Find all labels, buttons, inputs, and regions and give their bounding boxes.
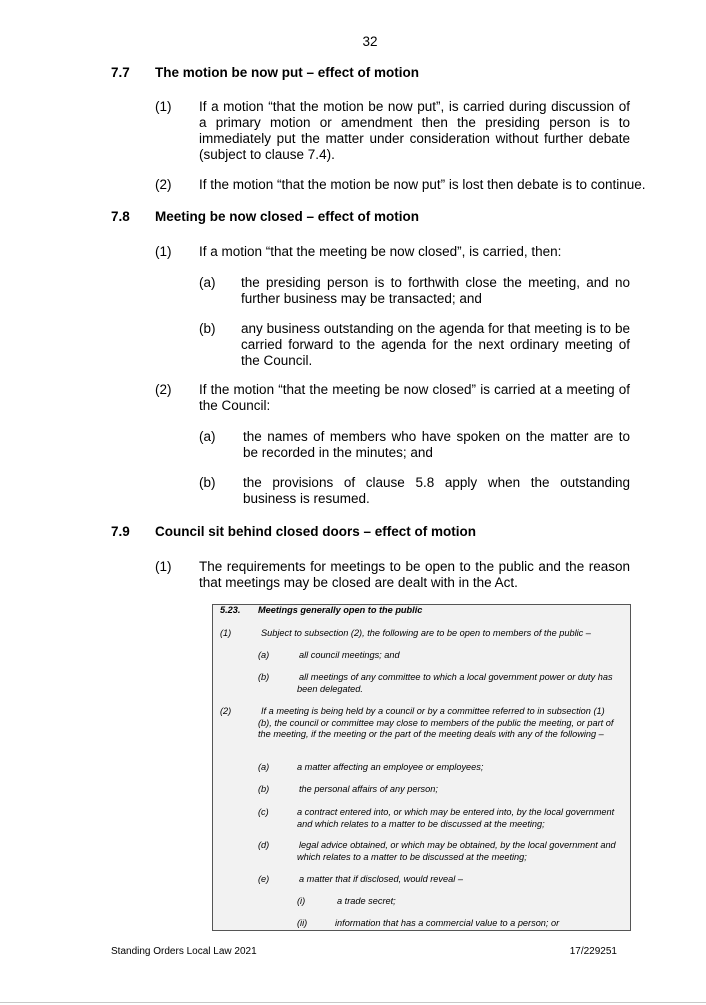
act-item-letter: (a) <box>258 650 270 660</box>
act-item-letter: (a) <box>258 762 270 772</box>
act-subitem-text: information that has a commercial value to a person; or <box>335 918 560 928</box>
section-number: 7.7 <box>111 65 130 80</box>
subparagraph-text: the provisions of clause 5.8 apply when the outstanding business is resumed. <box>243 475 630 506</box>
footer-reference-number: 17/229251 <box>569 946 617 957</box>
act-subitem-text: a trade secret; <box>337 896 396 906</box>
section-heading: Meeting be now closed – effect of motion <box>155 209 420 224</box>
act-item-letter: (e) <box>258 874 270 884</box>
subparagraph-text: the presiding person is to forthwith close the meeting, and no further business may be transacted; and <box>241 275 630 306</box>
subparagraph-letter: (a) <box>199 429 216 444</box>
section-number: 7.8 <box>111 209 130 224</box>
act-item-letter: (b) <box>258 672 270 682</box>
act-item-letter: (b) <box>258 784 270 794</box>
section-heading: The motion be now put – effect of motion <box>155 65 419 80</box>
paragraph-number: (2) <box>155 177 172 192</box>
act-section-number: 5.23. <box>220 605 241 615</box>
paragraph-text: If a motion “that the meeting be now closed”, is carried, then: <box>199 244 562 259</box>
section-number: 7.9 <box>111 524 130 539</box>
act-item-text: a contract entered into, or which may be entered into, by the local government and which relates to a matter to be discussed at the meeting; <box>297 807 615 829</box>
act-item-text: all council meetings; and <box>299 650 400 660</box>
act-item-letter: (d) <box>258 840 270 850</box>
paragraph-text: If the motion “that the meeting be now closed” is carried at a meeting of the Council: <box>199 382 630 413</box>
subparagraph-text: the names of members who have spoken on the matter are to be recorded in the minutes; and <box>243 429 630 460</box>
act-item-text: a matter affecting an employee or employees; <box>297 762 484 772</box>
act-item-text: a matter that if disclosed, would reveal – <box>299 874 463 884</box>
paragraph-number: (1) <box>155 559 172 574</box>
paragraph-text: If a motion “that the motion be now put”, is carried during discussion of a primary motion or amendment then the presiding person is to immediately put the matter under consideration without further debate (subject to clause 7.4). <box>199 99 630 162</box>
paragraph-number: (1) <box>155 99 172 114</box>
act-subsection-number: (2) <box>220 706 232 716</box>
section-heading: Council sit behind closed doors – effect of motion <box>155 524 477 539</box>
subparagraph-letter: (b) <box>199 321 216 336</box>
paragraph-text: If the motion “that the motion be now put” is lost then debate is to continue. <box>199 177 646 192</box>
act-subsection-number: (1) <box>220 628 232 638</box>
footer-document-title: Standing Orders Local Law 2021 <box>111 946 257 957</box>
paragraph-number: (1) <box>155 244 172 259</box>
subparagraph-letter: (a) <box>199 275 216 290</box>
page-number: 32 <box>362 34 378 49</box>
act-subsection-text: If a meeting is being held by a council or by a committee referred to in subsection (1)(b), the council or committee may close to members of the public the meeting, or part of the meeting, if the meeting or the part of the meeting deals with any of the following – <box>258 706 614 739</box>
act-item-letter: (c) <box>258 807 269 817</box>
paragraph-number: (2) <box>155 382 172 397</box>
act-section-title: Meetings generally open to the public <box>258 605 423 615</box>
subparagraph-letter: (b) <box>199 475 216 490</box>
subparagraph-text: any business outstanding on the agenda for that meeting is to be carried forward to the agenda for the next ordinary meeting of the Council. <box>241 321 630 368</box>
act-subitem-numeral: (ii) <box>297 918 308 928</box>
act-extract-box <box>212 604 631 931</box>
act-item-text: legal advice obtained, or which may be obtained, by the local government and which relates to a matter to be discussed at the meeting; <box>297 840 616 862</box>
act-item-text: all meetings of any committee to which a local government power or duty has been delegated. <box>297 672 613 694</box>
act-item-text: the personal affairs of any person; <box>299 784 438 794</box>
paragraph-text: The requirements for meetings to be open to the public and the reason that meetings may be closed are dealt with in the Act. <box>199 559 630 590</box>
act-subsection-text: Subject to subsection (2), the following are to be open to members of the public – <box>261 628 591 638</box>
act-subitem-numeral: (i) <box>297 896 306 906</box>
page-edge-divider <box>0 1002 706 1003</box>
